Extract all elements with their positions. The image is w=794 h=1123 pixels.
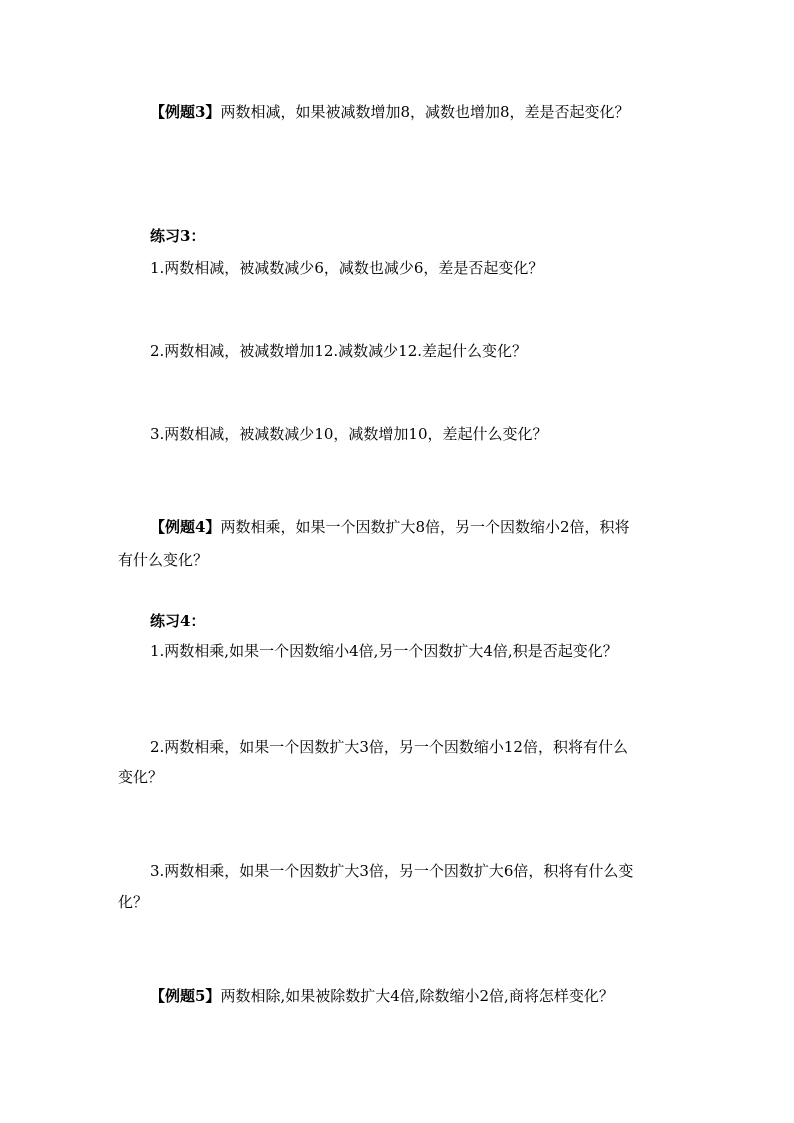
example-3-text: 两数相减，如果被减数增加8，减数也增加8，差是否起变化？ [220, 103, 630, 121]
practice-4-question-2-line-2: 变化？ [118, 768, 164, 786]
example-5-label: 【例题5】 [150, 987, 221, 1005]
practice-4-question-3-line-2: 化？ [118, 893, 149, 911]
example-4-label: 【例题4】 [150, 518, 221, 536]
example-3-label: 【例题3】 [150, 103, 221, 121]
practice-3-question-1: 1.两数相减，被减数减少6，减数也减少6，差是否起变化？ [150, 259, 544, 277]
practice-3-question-3: 3.两数相减，被减数减少10，减数增加10，差起什么变化？ [150, 425, 548, 443]
example-5-text: 两数相除,如果被除数扩大4倍,除数缩小2倍,商将怎样变化？ [220, 987, 614, 1005]
practice-4-question-3-line-1: 3.两数相乘，如果一个因数扩大3倍，另一个因数扩大6倍，积将有什么变 [150, 862, 634, 880]
practice-4-title: 练习4： [150, 612, 206, 630]
example-4-line-1 [150, 517, 630, 537]
practice-3-title: 练习3： [150, 227, 206, 245]
example-3 [150, 102, 630, 122]
example-4-line-2: 有什么变化？ [118, 551, 209, 569]
practice-4-question-2-line-1: 2.两数相乘，如果一个因数扩大3倍，另一个因数缩小12倍，积将有什么 [150, 738, 628, 756]
practice-4-question-1: 1.两数相乘,如果一个因数缩小4倍,另一个因数扩大4倍,积是否起变化？ [150, 642, 618, 660]
example-4-text: 两数相乘，如果一个因数扩大8倍，另一个因数缩小2倍，积将 [220, 518, 630, 536]
example-5 [150, 986, 614, 1006]
practice-3-question-2: 2.两数相减，被减数增加12.减数减少12.差起什么变化？ [150, 342, 528, 360]
